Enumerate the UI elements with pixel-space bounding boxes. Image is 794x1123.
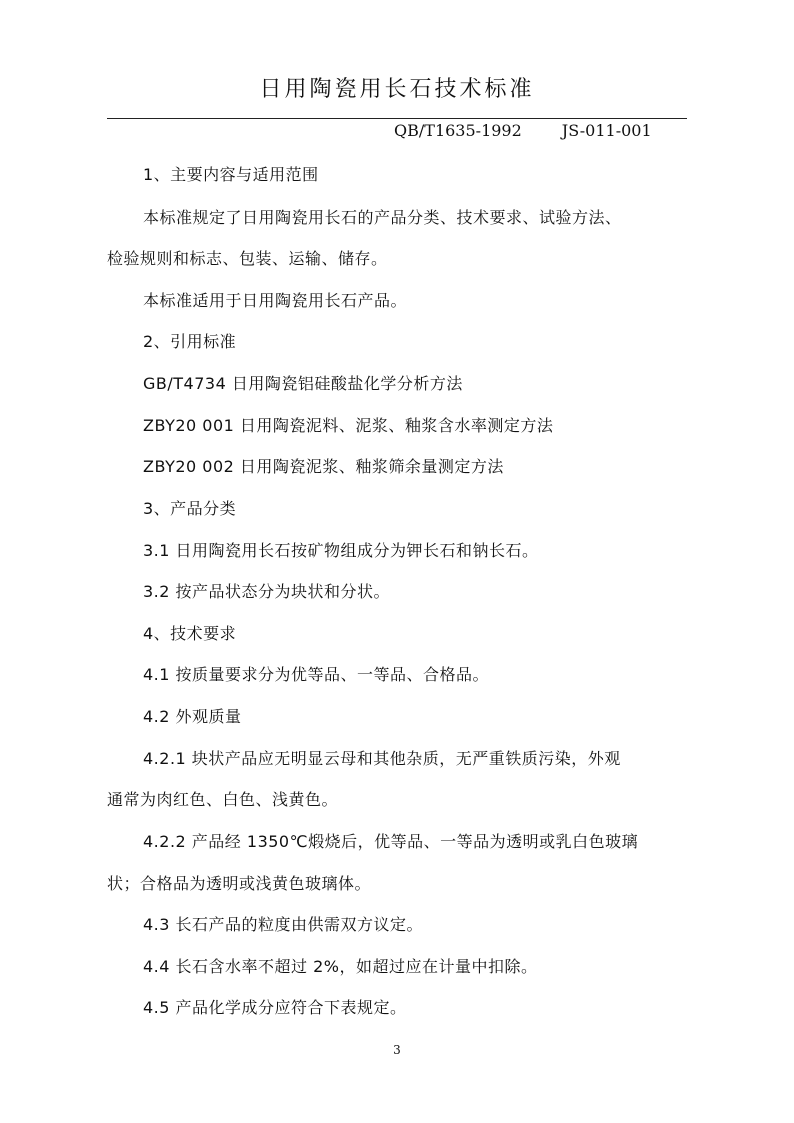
paragraph-line: 检验规则和标志、包装、运输、储存。: [107, 249, 388, 268]
section-heading-4: 4、技术要求: [143, 624, 237, 643]
paragraph-line: 本标准适用于日用陶瓷用长石产品。: [143, 291, 408, 310]
clause-line: 4.2.2 产品经 1350℃煅烧后，优等品、一等品为透明或乳白色玻璃: [143, 832, 639, 851]
clause-line: 4.2.1 块状产品应无明显云母和其他杂质，无严重铁质污染，外观: [143, 749, 621, 768]
clause-line: 4.3 长石产品的粒度由供需双方议定。: [143, 915, 424, 934]
document-id: JS-011-001: [561, 121, 652, 140]
clause-line: 4.4 长石含水率不超过 2%，如超过应在计量中扣除。: [143, 957, 538, 976]
section-heading-2: 2、引用标准: [143, 332, 237, 351]
section-heading-1: 1、主要内容与适用范围: [143, 165, 319, 184]
clause-line: 4.5 产品化学成分应符合下表规定。: [143, 998, 407, 1017]
clause-line: 4.1 按质量要求分为优等品、一等品、合格品。: [143, 665, 490, 684]
clause-line: 3.1 日用陶瓷用长石按矿物组成分为钾长石和钠长石。: [143, 541, 539, 560]
clause-line: 通常为肉红色、白色、浅黄色。: [107, 790, 339, 809]
clause-line: 状；合格品为透明或浅黄色玻璃体。: [107, 874, 372, 893]
header-rule: [107, 118, 687, 119]
reference-item: ZBY20 001 日用陶瓷泥料、泥浆、釉浆含水率测定方法: [143, 416, 554, 435]
clause-line: 4.2 外观质量: [143, 707, 242, 726]
page-number: 3: [393, 1043, 401, 1057]
section-heading-3: 3、产品分类: [143, 499, 237, 518]
standard-code: QB/T1635-1992: [394, 121, 522, 140]
clause-line: 3.2 按产品状态分为块状和分状。: [143, 582, 391, 601]
reference-item: GB/T4734 日用陶瓷铝硅酸盐化学分析方法: [143, 374, 463, 393]
document-title: 日用陶瓷用长石技术标准: [259, 77, 535, 102]
standard-code-line: [394, 121, 652, 140]
paragraph-line: 本标准规定了日用陶瓷用长石的产品分类、技术要求、试验方法、: [143, 208, 622, 227]
reference-item: ZBY20 002 日用陶瓷泥浆、釉浆筛余量测定方法: [143, 457, 504, 476]
